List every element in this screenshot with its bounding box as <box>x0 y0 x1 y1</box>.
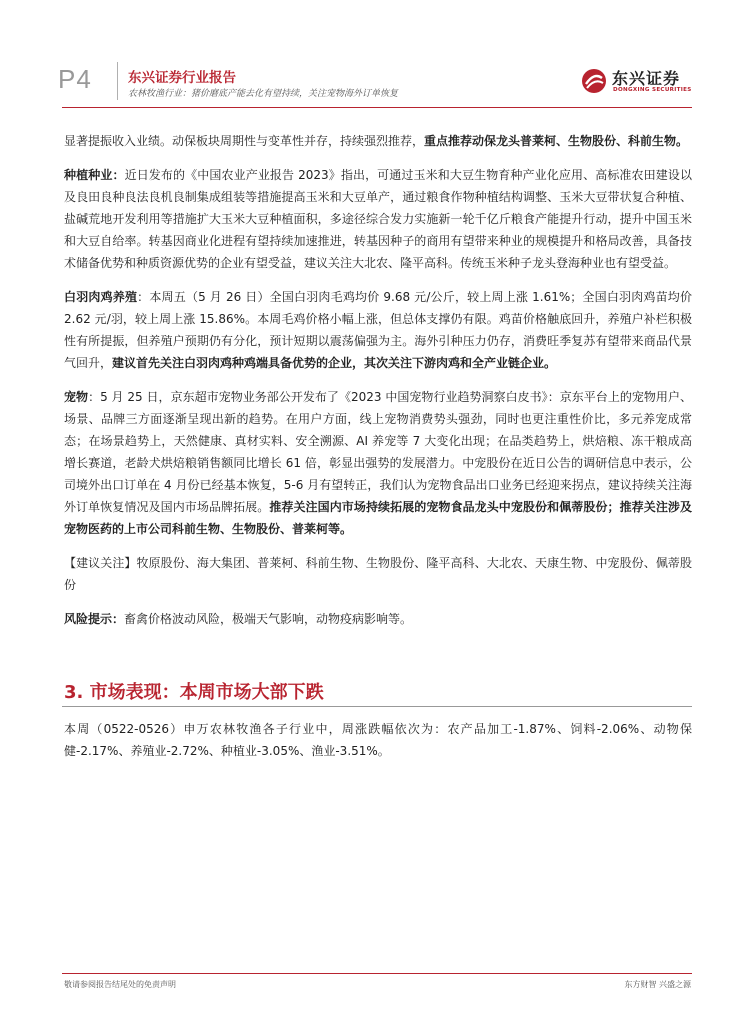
paragraph-market: 本周（0522-0526）申万农林牧渔各子行业中，周涨跌幅依次为：农产品加工-1.87%、饲料-2.06%、动物保健-2.17%、养殖业-2.72%、种植业-3.05%、渔业-3.51%。 <box>64 722 692 758</box>
report-subtitle: 农林牧渔行业：猪价磨底产能去化有望持续，关注宠物海外订单恢复 <box>128 89 399 99</box>
emphasis: 建议首先关注白羽肉鸡种鸡端具备优势的企业，其次关注下游肉鸡和全产业链企业。 <box>112 356 557 370</box>
header-rule <box>62 107 692 108</box>
paragraph-label: 白羽肉鸡养殖 <box>64 290 138 304</box>
report-body <box>64 130 692 630</box>
paragraph-label: 风险提示： <box>64 612 125 626</box>
market-performance <box>64 718 692 762</box>
footer-rule <box>62 973 692 974</box>
paragraph-label: 种植种业： <box>64 168 125 182</box>
report-title: 东兴证券行业报告 <box>128 70 236 86</box>
section-heading: 3. 市场表现：本周市场大部下跌 <box>64 682 324 703</box>
logo-text-cn: 东兴证券 <box>612 69 681 88</box>
logo-mark-icon <box>580 68 608 94</box>
page-number: P4 <box>58 64 92 94</box>
emphasis: 重点推荐动保龙头普莱柯、生物股份、科前生物。 <box>424 134 689 148</box>
paragraph-label: 宠物 <box>64 390 89 404</box>
paragraph-recommendations: 【建议关注】牧原股份、海大集团、普莱柯、科前生物、生物股份、隆平高科、大北农、天康生物、中宠股份、佩蒂股份 <box>64 556 692 592</box>
paragraph-broiler: 白羽肉鸡养殖：本周五（5 月 26 日）全国白羽肉毛鸡均价 9.68 元/公斤，较上周上涨 1.61%；全国白羽肉鸡苗均价 2.62 元/羽，较上周上涨 15.86%。本周毛鸡价格小幅上涨，但总体支撑仍有限。鸡苗价格触底回升，养殖户补栏积极性有所提振，但养殖户预期仍有分化，预计短期以震荡偏强为主。海外引种压力仍存，消费旺季复苏有望带来商品代景气回升，建议首先关注白羽肉鸡种鸡端具备优势的企业，其次关注下游肉鸡和全产业链企业。 <box>64 290 692 370</box>
paragraph-animal-health: 显著提振收入业绩。动保板块周期性与变革性并存，持续强烈推荐，重点推荐动保龙头普莱柯、生物股份、科前生物。 <box>64 134 689 148</box>
logo-text-en: DONGXING SECURITIES <box>613 87 692 93</box>
header-divider <box>117 62 118 100</box>
footer-slogan: 东方财智 兴盛之源 <box>624 980 691 989</box>
paragraph-pet: 宠物：5 月 25 日，京东超市宠物业务部公开发布了《2023 中国宠物行业趋势洞察白皮书》：京东平台上的宠物用户、场景、品牌三方面逐渐呈现出新的趋势。在用户方面，线上宠物消费势头强劲，同时也更注重性价比，多元养宠成常态；在场景趋势上，天然健康、真材实料、安全溯源、AI 养宠等 7 大变化出现；在品类趋势上，烘焙粮、冻干粮成高增长赛道，老龄犬烘焙粮销售额同比增长 61 倍，彰显出强势的发展潜力。中宠股份在近日公告的调研信息中表示，公司境外出口订单在 4 月份已经基本恢复，5-6 月有望转正，我们认为宠物食品出口业务已经迎来拐点，建议持续关注海外订单恢复情况及国内市场品牌拓展。推荐关注国内市场持续拓展的宠物食品龙头中宠股份和佩蒂股份；推荐关注涉及宠物医药的上市公司科前生物、生物股份、普莱柯等。 <box>64 390 692 536</box>
page-header <box>0 0 755 112</box>
paragraph-seed-industry: 种植种业：近日发布的《中国农业产业报告 2023》指出，可通过玉米和大豆生物育种产业化应用、高标准农田建设以及良田良种良法良机良制集成组装等措施提高玉米和大豆单产，通过粮食作物种植结构调整、玉米大豆带状复合种植、盐碱荒地开发利用等措施扩大玉米大豆种植面积，多途径综合发力实施新一轮千亿斤粮食产能提升行动，提升中国玉米和大豆自给率。转基因商业化进程有望持续加速推进，转基因种子的商用有望带来种业的规模提升和格局改善，具备技术储备优势和种质资源优势的企业有望受益，建议关注大北农、隆平高科。传统玉米种子龙头登海种业也有望受益。 <box>64 168 692 270</box>
emphasis: 推荐关注国内市场持续拓展的宠物食品龙头中宠股份和佩蒂股份；推荐关注涉及宠物医药的上市公司科前生物、生物股份、普莱柯等。 <box>64 500 692 536</box>
paragraph-risk: 风险提示：畜禽价格波动风险，极端天气影响，动物疫病影响等。 <box>64 612 413 626</box>
company-logo <box>580 62 690 102</box>
footer-disclaimer: 敬请参阅报告结尾处的免责声明 <box>64 980 176 989</box>
section-rule <box>62 706 692 707</box>
